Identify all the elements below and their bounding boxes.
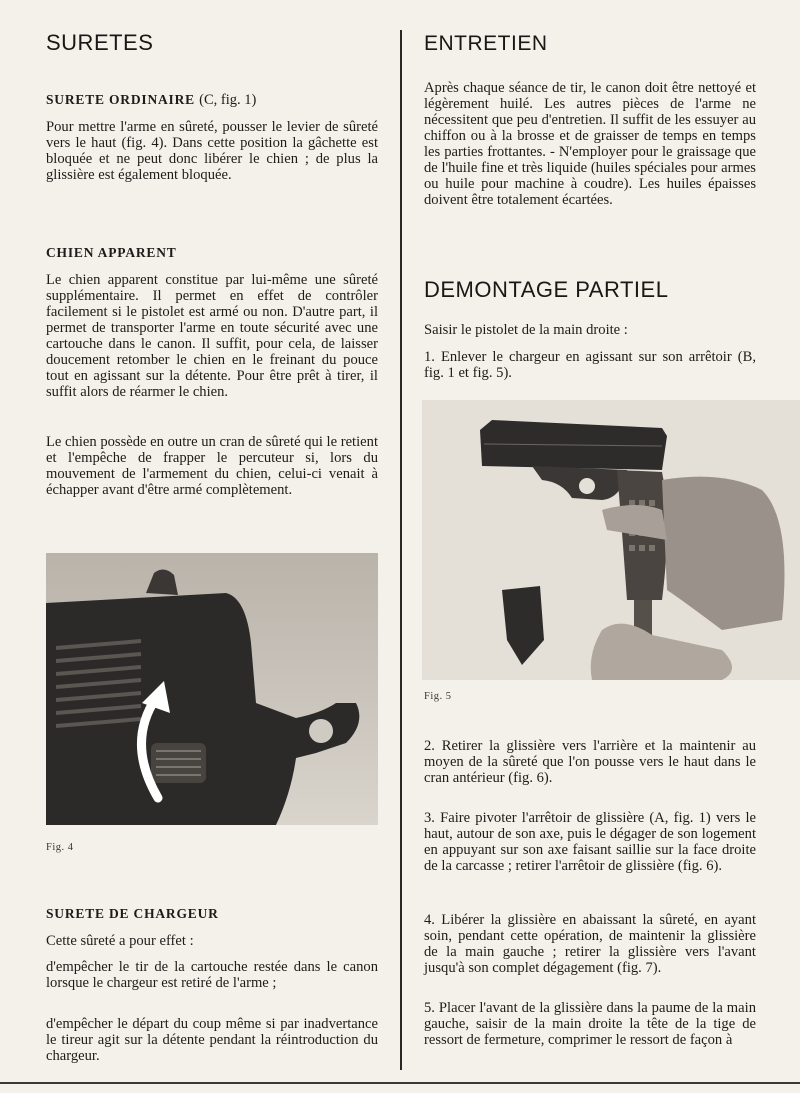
surete-ordinaire-ref: (C, fig. 1) (199, 92, 257, 108)
page-bottom-rule (0, 1082, 800, 1084)
heading-entretien: ENTRETIEN (424, 32, 548, 55)
surete-ordinaire-text: Pour mettre l'arme en sûreté, pousser le levier de sûreté vers le haut (fig. 4). Dans cette position la gâchette est bloquée et ne peut donc libérer le chien ; de plus la glissière est également bloquée. (46, 119, 378, 183)
demontage-step-3: 3. Faire pivoter l'arrêtoir de glissière (A, fig. 1) vers le haut, autour de son axe, puis le dégager de son logement en appuyant sur son axe faisant saillie sur la face droite de la carcasse ; retirer l'arrêtoir de glissière (fig. 6). (424, 810, 756, 874)
heading-suretes: SURETES (46, 30, 154, 55)
surete-chargeur-text-1: d'empêcher le tir de la cartouche restée dans le canon lorsque le chargeur est retiré de l'arme ; (46, 959, 378, 991)
surete-chargeur-text-2: d'empêcher le départ du coup même si par inadvertance le tireur agit sur la détente pendant la réintroduction du chargeur. (46, 1016, 378, 1064)
fig5-caption: Fig. 5 (424, 691, 452, 702)
chien-apparent-text-2: Le chien possède en outre un cran de sûreté qui le retient et l'empêche de frapper le percuteur si, lors du mouvement de l'armement du chien, celui-ci venait à échapper avant d'être armé complètement. (46, 434, 378, 498)
heading-surete-ordinaire (46, 92, 256, 109)
demontage-intro: Saisir le pistolet de la main droite : (424, 322, 628, 338)
fig4-photo (46, 553, 378, 825)
demontage-step-5: 5. Placer l'avant de la glissière dans la paume de la main gauche, saisir de la main droite la tête de la tige de ressort de fermeture, comprimer le ressort de façon à (424, 1000, 756, 1048)
chien-apparent-text-1: Le chien apparent constitue par lui-même une sûreté supplémentaire. Il permet en effet de contrôler facilement si le pistolet est armé ou non. D'autre part, il permet de transporter l'arme en toute sécurité avec une cartouche dans le canon. Il suffit, pour cela, de laisser doucement retomber le chien en le freinant du pouce tout en agissant sur la détente. Pour être prêt à tirer, il suffit alors de réarmer le chien. (46, 272, 378, 400)
entretien-text: Après chaque séance de tir, le canon doit être nettoyé et légèrement huilé. Les autres pièces de l'arme ne nécessitent que peu d'entretien. Il suffit de les essuyer au chiffon ou à la brosse et de graisser de temps en temps les parties frottantes. - N'employer pour le graissage que de l'huile fine et très liquide (huiles spéciales pour armes ou huile pour machine à coudre). Les huiles épaisses doivent être totalement écartées. (424, 80, 756, 208)
heading-chien-apparent: CHIEN APPARENT (46, 245, 177, 260)
fig4-pistol-hammer-illustration (46, 553, 378, 825)
column-divider (400, 30, 402, 1070)
surete-chargeur-intro: Cette sûreté a pour effet : (46, 933, 194, 949)
fig5-photo (422, 400, 800, 680)
fig5-pistol-magazine-illustration (422, 400, 800, 680)
demontage-step-1: 1. Enlever le chargeur en agissant sur son arrêtoir (B, fig. 1 et fig. 5). (424, 349, 756, 381)
heading-surete-chargeur: SURETE DE CHARGEUR (46, 906, 219, 921)
demontage-step-4: 4. Libérer la glissière en abaissant la sûreté, en ayant soin, pendant cette opération, de maintenir la glissière de la main gauche ; retirer la glissière vers l'avant jusqu'à son complet dégagement (fig. 7). (424, 912, 756, 976)
heading-demontage-partiel: DEMONTAGE PARTIEL (424, 277, 669, 302)
demontage-step-2: 2. Retirer la glissière vers l'arrière et la maintenir au moyen de la sûreté que l'on pousse vers le haut dans le cran antérieur (fig. 6). (424, 738, 756, 786)
surete-ordinaire-title: SURETE ORDINAIRE (46, 92, 195, 107)
fig4-caption: Fig. 4 (46, 842, 74, 853)
